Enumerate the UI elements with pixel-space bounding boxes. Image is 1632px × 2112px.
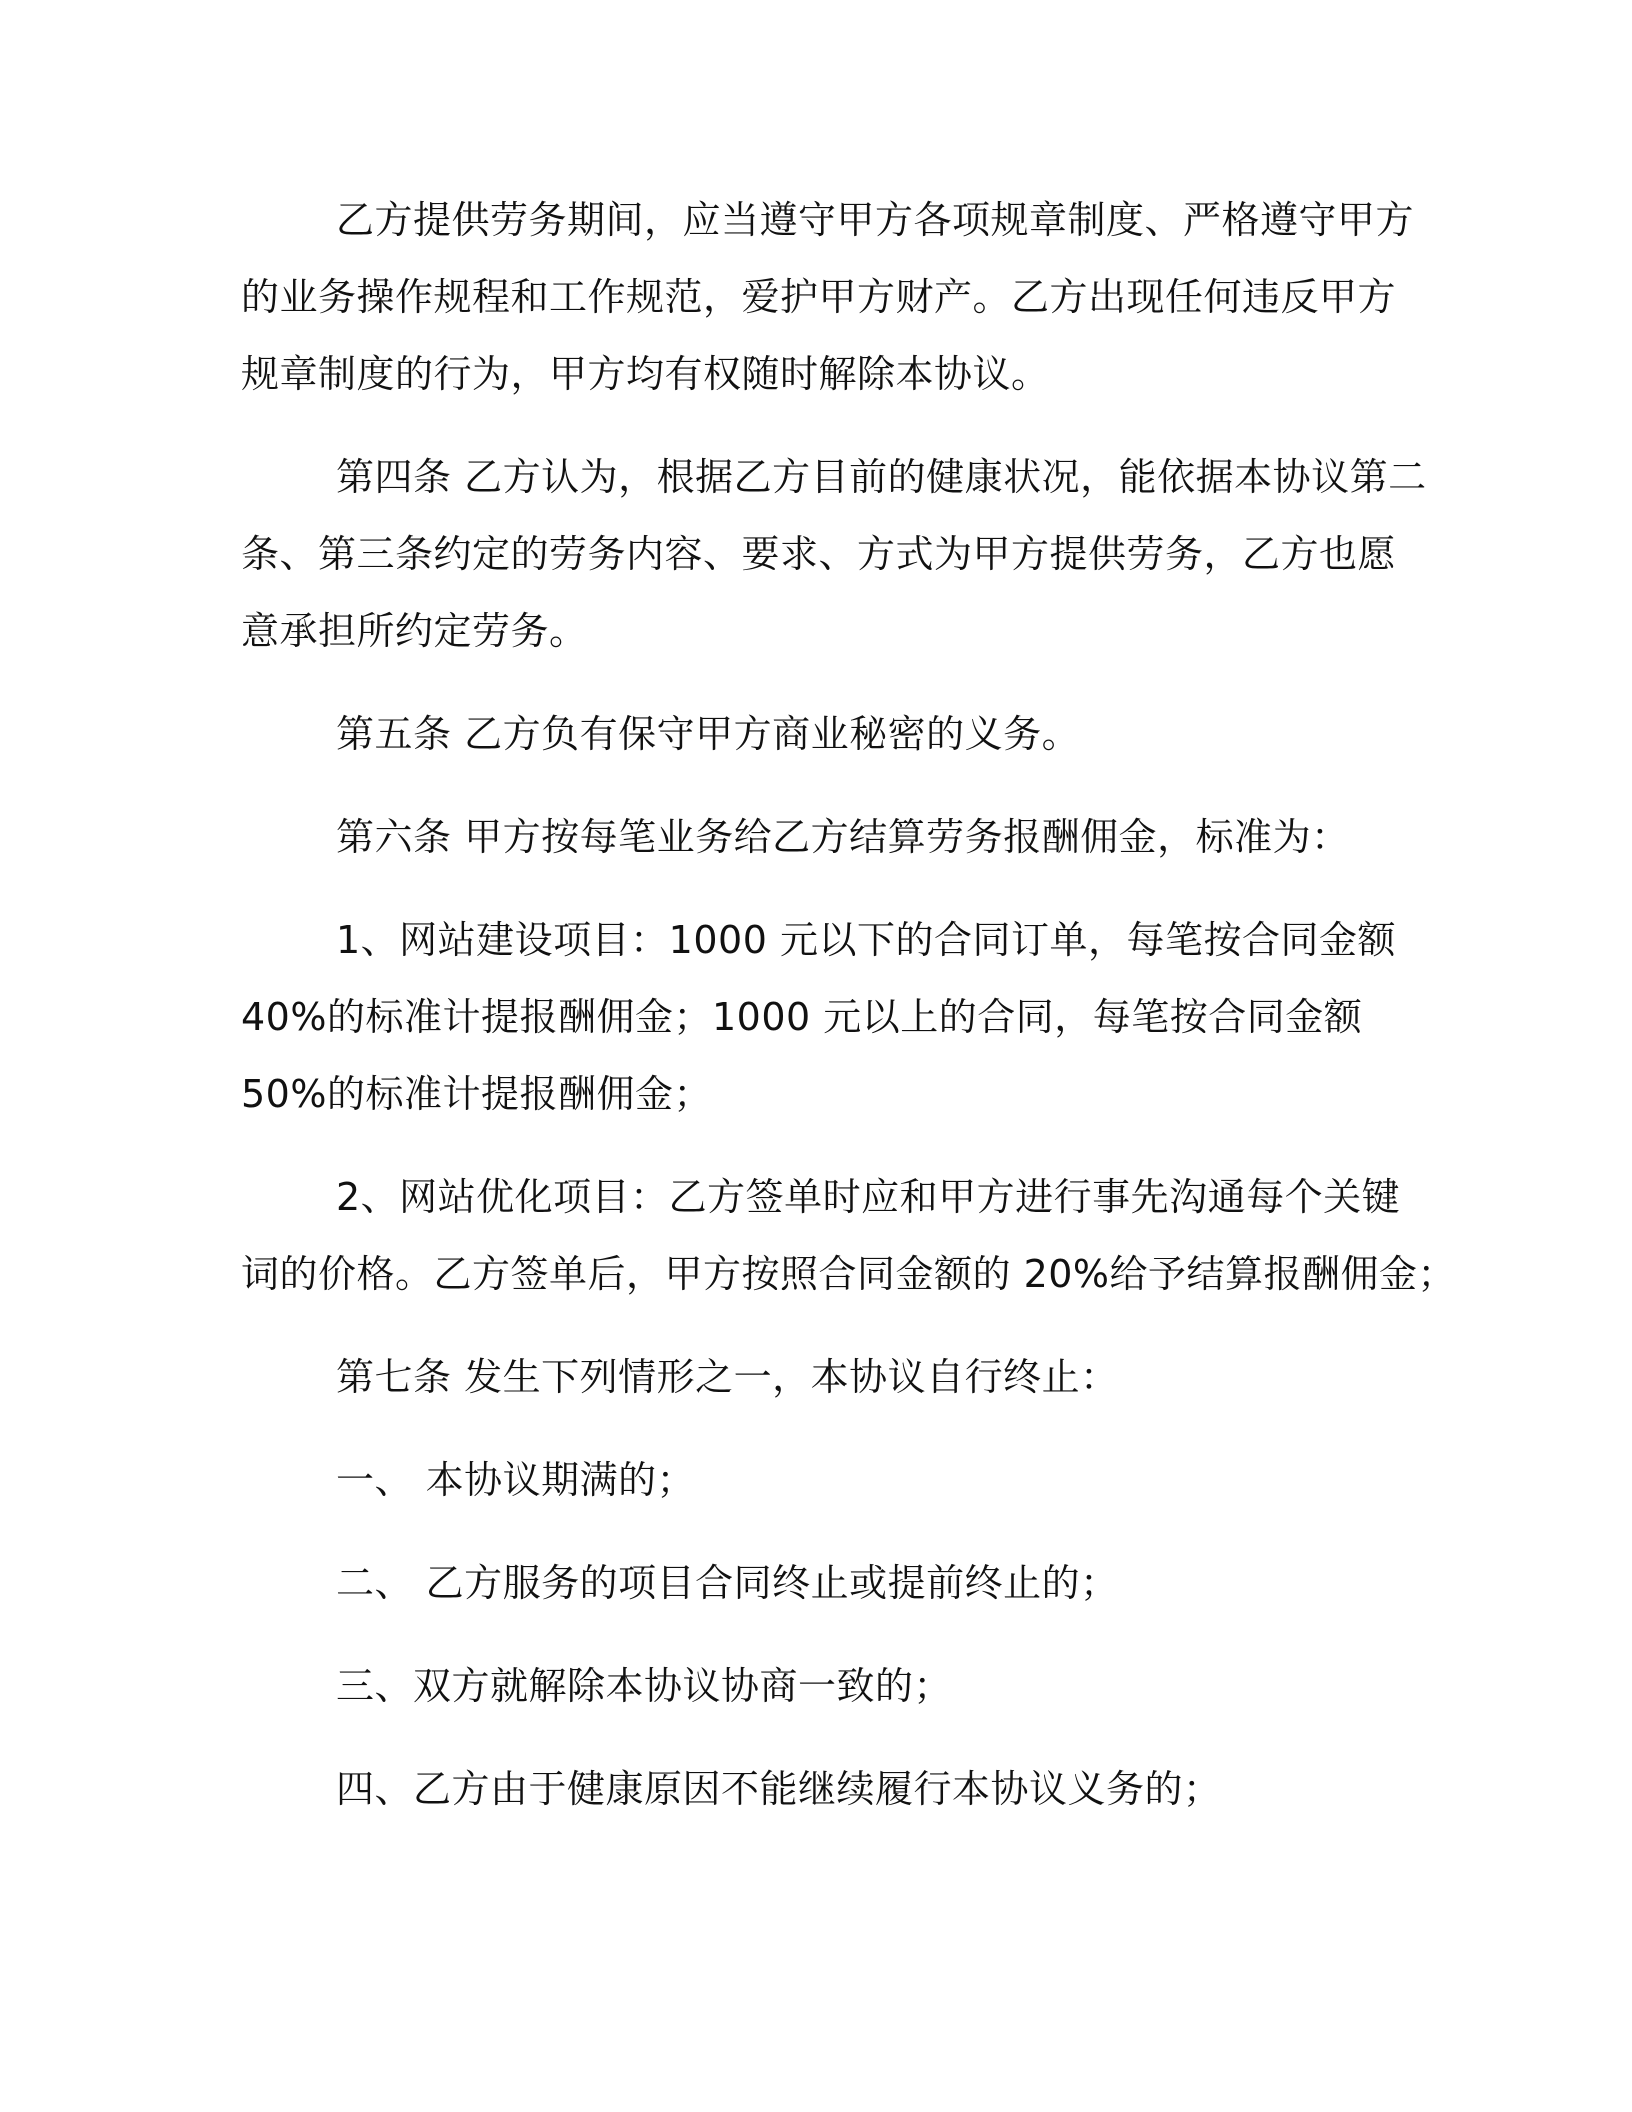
text-line: 第七条 发生下列情形之一，本协议自行终止： bbox=[336, 1355, 1119, 1399]
text-line: 第四条 乙方认为，根据乙方目前的健康状况，能依据本协议第二 bbox=[336, 455, 1427, 499]
text-line: 二、 乙方服务的项目合同终止或提前终止的； bbox=[336, 1561, 1119, 1605]
text-line: 乙方提供劳务期间，应当遵守甲方各项规章制度、严格遵守甲方 bbox=[336, 198, 1415, 242]
text-line: 一、 本协议期满的； bbox=[336, 1458, 696, 1502]
text-line: 规章制度的行为，甲方均有权随时解除本协议。 bbox=[241, 352, 1050, 396]
text-line: 条、第三条约定的劳务内容、要求、方式为甲方提供劳务，乙方也愿 bbox=[241, 532, 1397, 576]
text-line: 四、乙方由于健康原因不能继续履行本协议义务的； bbox=[336, 1767, 1222, 1811]
text-line: 2、网站优化项目：乙方签单时应和甲方进行事先沟通每个关键 bbox=[336, 1175, 1401, 1219]
text-line: 第六条 甲方按每笔业务给乙方结算劳务报酬佣金，标准为： bbox=[336, 815, 1350, 859]
text-line: 1、网站建设项目：1000 元以下的合同订单，每笔按合同金额 bbox=[336, 918, 1396, 962]
text-line: 的业务操作规程和工作规范，爱护甲方财产。乙方出现任何违反甲方 bbox=[241, 275, 1397, 319]
text-line: 三、双方就解除本协议协商一致的； bbox=[336, 1664, 953, 1708]
text-line: 40%的标准计提报酬佣金；1000 元以上的合同，每笔按合同金额 bbox=[241, 995, 1363, 1039]
text-line: 词的价格。乙方签单后，甲方按照合同金额的 20%给予结算报酬佣金； bbox=[241, 1252, 1457, 1296]
text-line: 第五条 乙方负有保守甲方商业秘密的义务。 bbox=[336, 712, 1081, 756]
text-line: 意承担所约定劳务。 bbox=[241, 609, 588, 653]
text-line: 50%的标准计提报酬佣金； bbox=[241, 1072, 712, 1116]
